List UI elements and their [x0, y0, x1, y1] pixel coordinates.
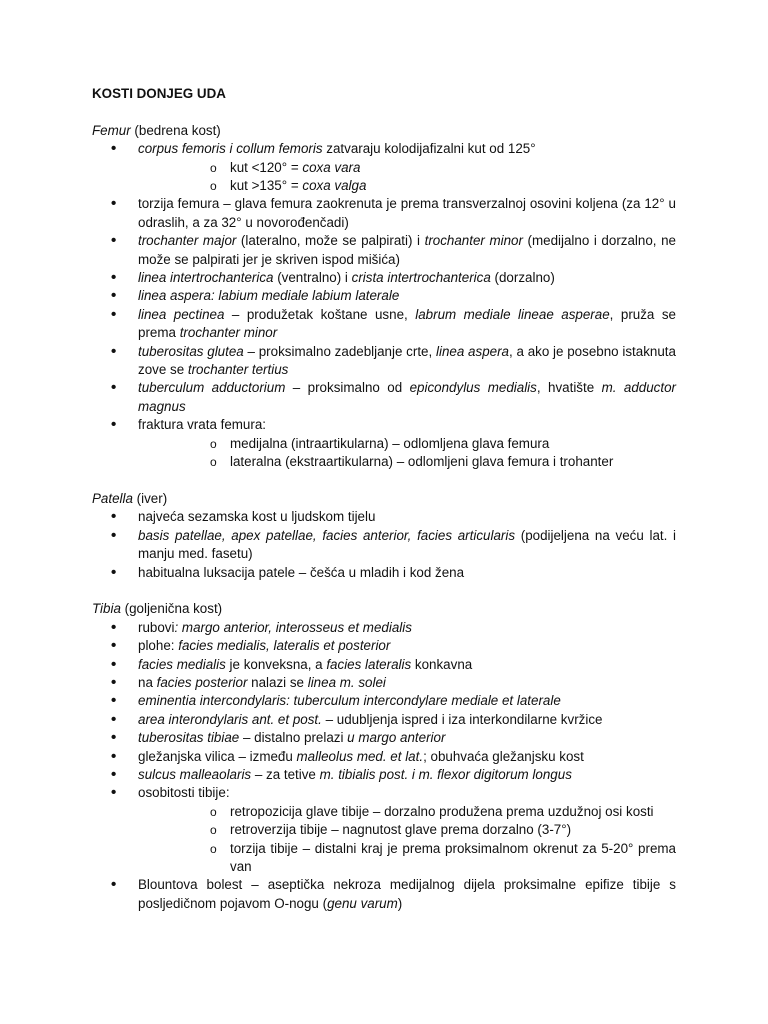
- latin-term: crista intertrochanterica: [351, 270, 491, 286]
- list-item: [92, 692, 676, 710]
- latin-term: sulcus malleaolaris: [138, 766, 252, 782]
- latin-term: basis patellae, apex patellae, facies anterior, facies articularis: [138, 527, 516, 543]
- item-text: nalazi se: [247, 674, 308, 690]
- sub-list: [138, 159, 676, 196]
- item-text: – proksimalno zadebljanje crte,: [243, 343, 436, 359]
- latin-term: genu varum: [327, 895, 398, 911]
- sub-list-item: o torzija tibije – distalni kraj je prema proksimalnom okrenut za 5-20° prema van: [138, 840, 676, 877]
- latin-term: tuberositas glutea: [138, 343, 244, 359]
- section-heading-femur: [92, 122, 676, 140]
- heading-latin-name: Tibia: [92, 601, 121, 617]
- heading-latin-name: Patella: [92, 490, 133, 506]
- list-item: [92, 711, 676, 729]
- list-item: [92, 140, 676, 195]
- heading-native-name: (goljenična kost): [120, 601, 223, 617]
- item-text: , hvatište: [536, 380, 602, 396]
- section-heading-patella: [92, 490, 676, 508]
- item-text: je konveksna, a: [225, 656, 327, 672]
- latin-term: facies medialis, lateralis et posterior: [178, 638, 391, 654]
- sub-list-item: o retroverzija tibije – nagnutost glave prema dorzalno (3-7°): [138, 821, 676, 839]
- latin-term: labrum mediale lineae asperae: [415, 306, 610, 322]
- list-item: [92, 306, 676, 343]
- item-text: – udubljenja ispred i iza interkondilarne kvržice: [321, 711, 603, 727]
- item-text: Blountova bolest – aseptička nekroza medijalnog dijela proksimalne epifize tibije s posljedičnom pojavom O-nogu (: [138, 877, 676, 911]
- list-item: [92, 416, 676, 471]
- latin-term: trochanter minor: [424, 233, 523, 249]
- list-item: [92, 674, 676, 692]
- latin-term: corpus femoris i collum femoris: [138, 141, 323, 157]
- heading-latin-name: Femur: [92, 122, 131, 138]
- latin-term: tuberculum adductorium: [138, 380, 286, 396]
- heading-native-name: (iver): [132, 490, 168, 506]
- item-text: na: [138, 674, 157, 690]
- item-text: (dorzalno): [490, 270, 555, 286]
- item-text: – za tetive: [251, 766, 320, 782]
- item-text: osobitosti tibije:: [138, 785, 230, 801]
- list-item: [92, 637, 676, 655]
- latin-term: facies medialis: [138, 656, 226, 672]
- list-item: • habitualna luksacija patele – češća u mladih i kod žena: [92, 564, 676, 582]
- item-text: rubovi: [138, 619, 175, 635]
- section-tibia: [92, 600, 676, 913]
- sub-list-item: [138, 177, 676, 195]
- list-item: [92, 379, 676, 416]
- latin-term: eminentia intercondylaris: tuberculum intercondylare mediale et laterale: [138, 693, 561, 709]
- item-text: (lateralno, može se palpirati) i: [236, 233, 425, 249]
- item-text: kut <120° =: [230, 159, 303, 175]
- item-text: fraktura vrata femura:: [138, 417, 267, 433]
- item-text: – proksimalno od: [285, 380, 410, 396]
- heading-native-name: (bedrena kost): [130, 122, 221, 138]
- latin-term: trochanter minor: [179, 325, 278, 341]
- sub-list: [138, 803, 676, 877]
- latin-term: area interondylaris ant. et post.: [138, 711, 322, 727]
- item-text: plohe:: [138, 638, 179, 654]
- item-text: zatvaraju kolodijafizalni kut od 125°: [322, 141, 536, 157]
- list-item: • najveća sezamska kost u ljudskom tijelu: [92, 508, 676, 526]
- item-text: ; obuhvaća gležanjsku kost: [423, 748, 584, 764]
- sub-list: [138, 435, 676, 472]
- latin-term: linea intertrochanterica: [138, 270, 274, 286]
- latin-term: epicondylus medialis: [409, 380, 537, 396]
- list-item: [92, 619, 676, 637]
- list-item: [92, 527, 676, 564]
- list-item: [92, 343, 676, 380]
- item-text: kut >135° =: [230, 178, 303, 194]
- latin-term: malleolus med. et lat.: [296, 748, 424, 764]
- list-item: [92, 784, 676, 876]
- item-text: gležanjska vilica – između: [138, 748, 297, 764]
- item-text: konkavna: [411, 656, 473, 672]
- sub-list-item: o retropozicija glave tibije – dorzalno produžena prema uzdužnoj osi kosti: [138, 803, 676, 821]
- latin-term: tuberositas tibiae: [138, 730, 240, 746]
- latin-term: trochanter tertius: [187, 362, 289, 378]
- latin-term: linea aspera: labium mediale labium laterale: [138, 288, 400, 304]
- item-text: ): [397, 895, 403, 911]
- item-text: (ventralno) i: [273, 270, 352, 286]
- list-item: [92, 287, 676, 305]
- latin-term: linea pectinea: [138, 306, 225, 322]
- list-item: [92, 729, 676, 747]
- list-item: [92, 269, 676, 287]
- list-item: [92, 232, 676, 269]
- sub-list-item: o lateralna (ekstraartikularna) – odlomljeni glava femura i trohanter: [138, 453, 676, 471]
- latin-term: u margo anterior: [347, 730, 446, 746]
- item-text: (podijeljena na veću lat. i manju med. fasetu): [138, 527, 677, 562]
- latin-term: linea aspera: [436, 343, 509, 359]
- list-item: • torzija femura – glava femura zaokrenuta je prema transverzalnoj osovini koljena (za 12° u odraslih, a za 32° u novorođenčadi): [92, 195, 676, 232]
- document-body: [92, 85, 676, 932]
- latin-term: coxa vara: [302, 159, 361, 175]
- list-item: [92, 748, 676, 766]
- sub-list-item: o medijalna (intraartikularna) – odlomljena glava femura: [138, 435, 676, 453]
- patella-list: [92, 508, 676, 582]
- latin-term: m. adductor magnus: [138, 380, 676, 414]
- document-title: KOSTI DONJEG UDA: [92, 86, 226, 101]
- item-text: , a ako je posebno istaknuta zove se: [138, 343, 676, 378]
- latin-term: : margo anterior, interosseus et medialis: [174, 619, 412, 635]
- item-text: , pruža se prema: [138, 306, 676, 341]
- section-heading-tibia: [92, 600, 676, 618]
- latin-term: facies posterior: [156, 674, 248, 690]
- item-text: – produžetak koštane usne,: [224, 306, 416, 322]
- item-text: – distalno prelazi: [239, 730, 348, 746]
- femur-list: [92, 140, 676, 471]
- tibia-list: [92, 619, 676, 914]
- latin-term: linea m. solei: [307, 674, 386, 690]
- latin-term: coxa valga: [302, 178, 367, 194]
- list-item: [92, 876, 676, 913]
- latin-term: m. tibialis post. i m. flexor digitorum longus: [319, 766, 572, 782]
- list-item: [92, 656, 676, 674]
- section-patella: [92, 490, 676, 582]
- list-item: [92, 766, 676, 784]
- latin-term: facies lateralis: [326, 656, 412, 672]
- latin-term: trochanter major: [138, 233, 237, 249]
- sub-list-item: [138, 159, 676, 177]
- section-femur: [92, 122, 676, 472]
- item-text: (medijalno i dorzalno, ne može se palpirati jer je skriven ispod mišića): [138, 233, 676, 267]
